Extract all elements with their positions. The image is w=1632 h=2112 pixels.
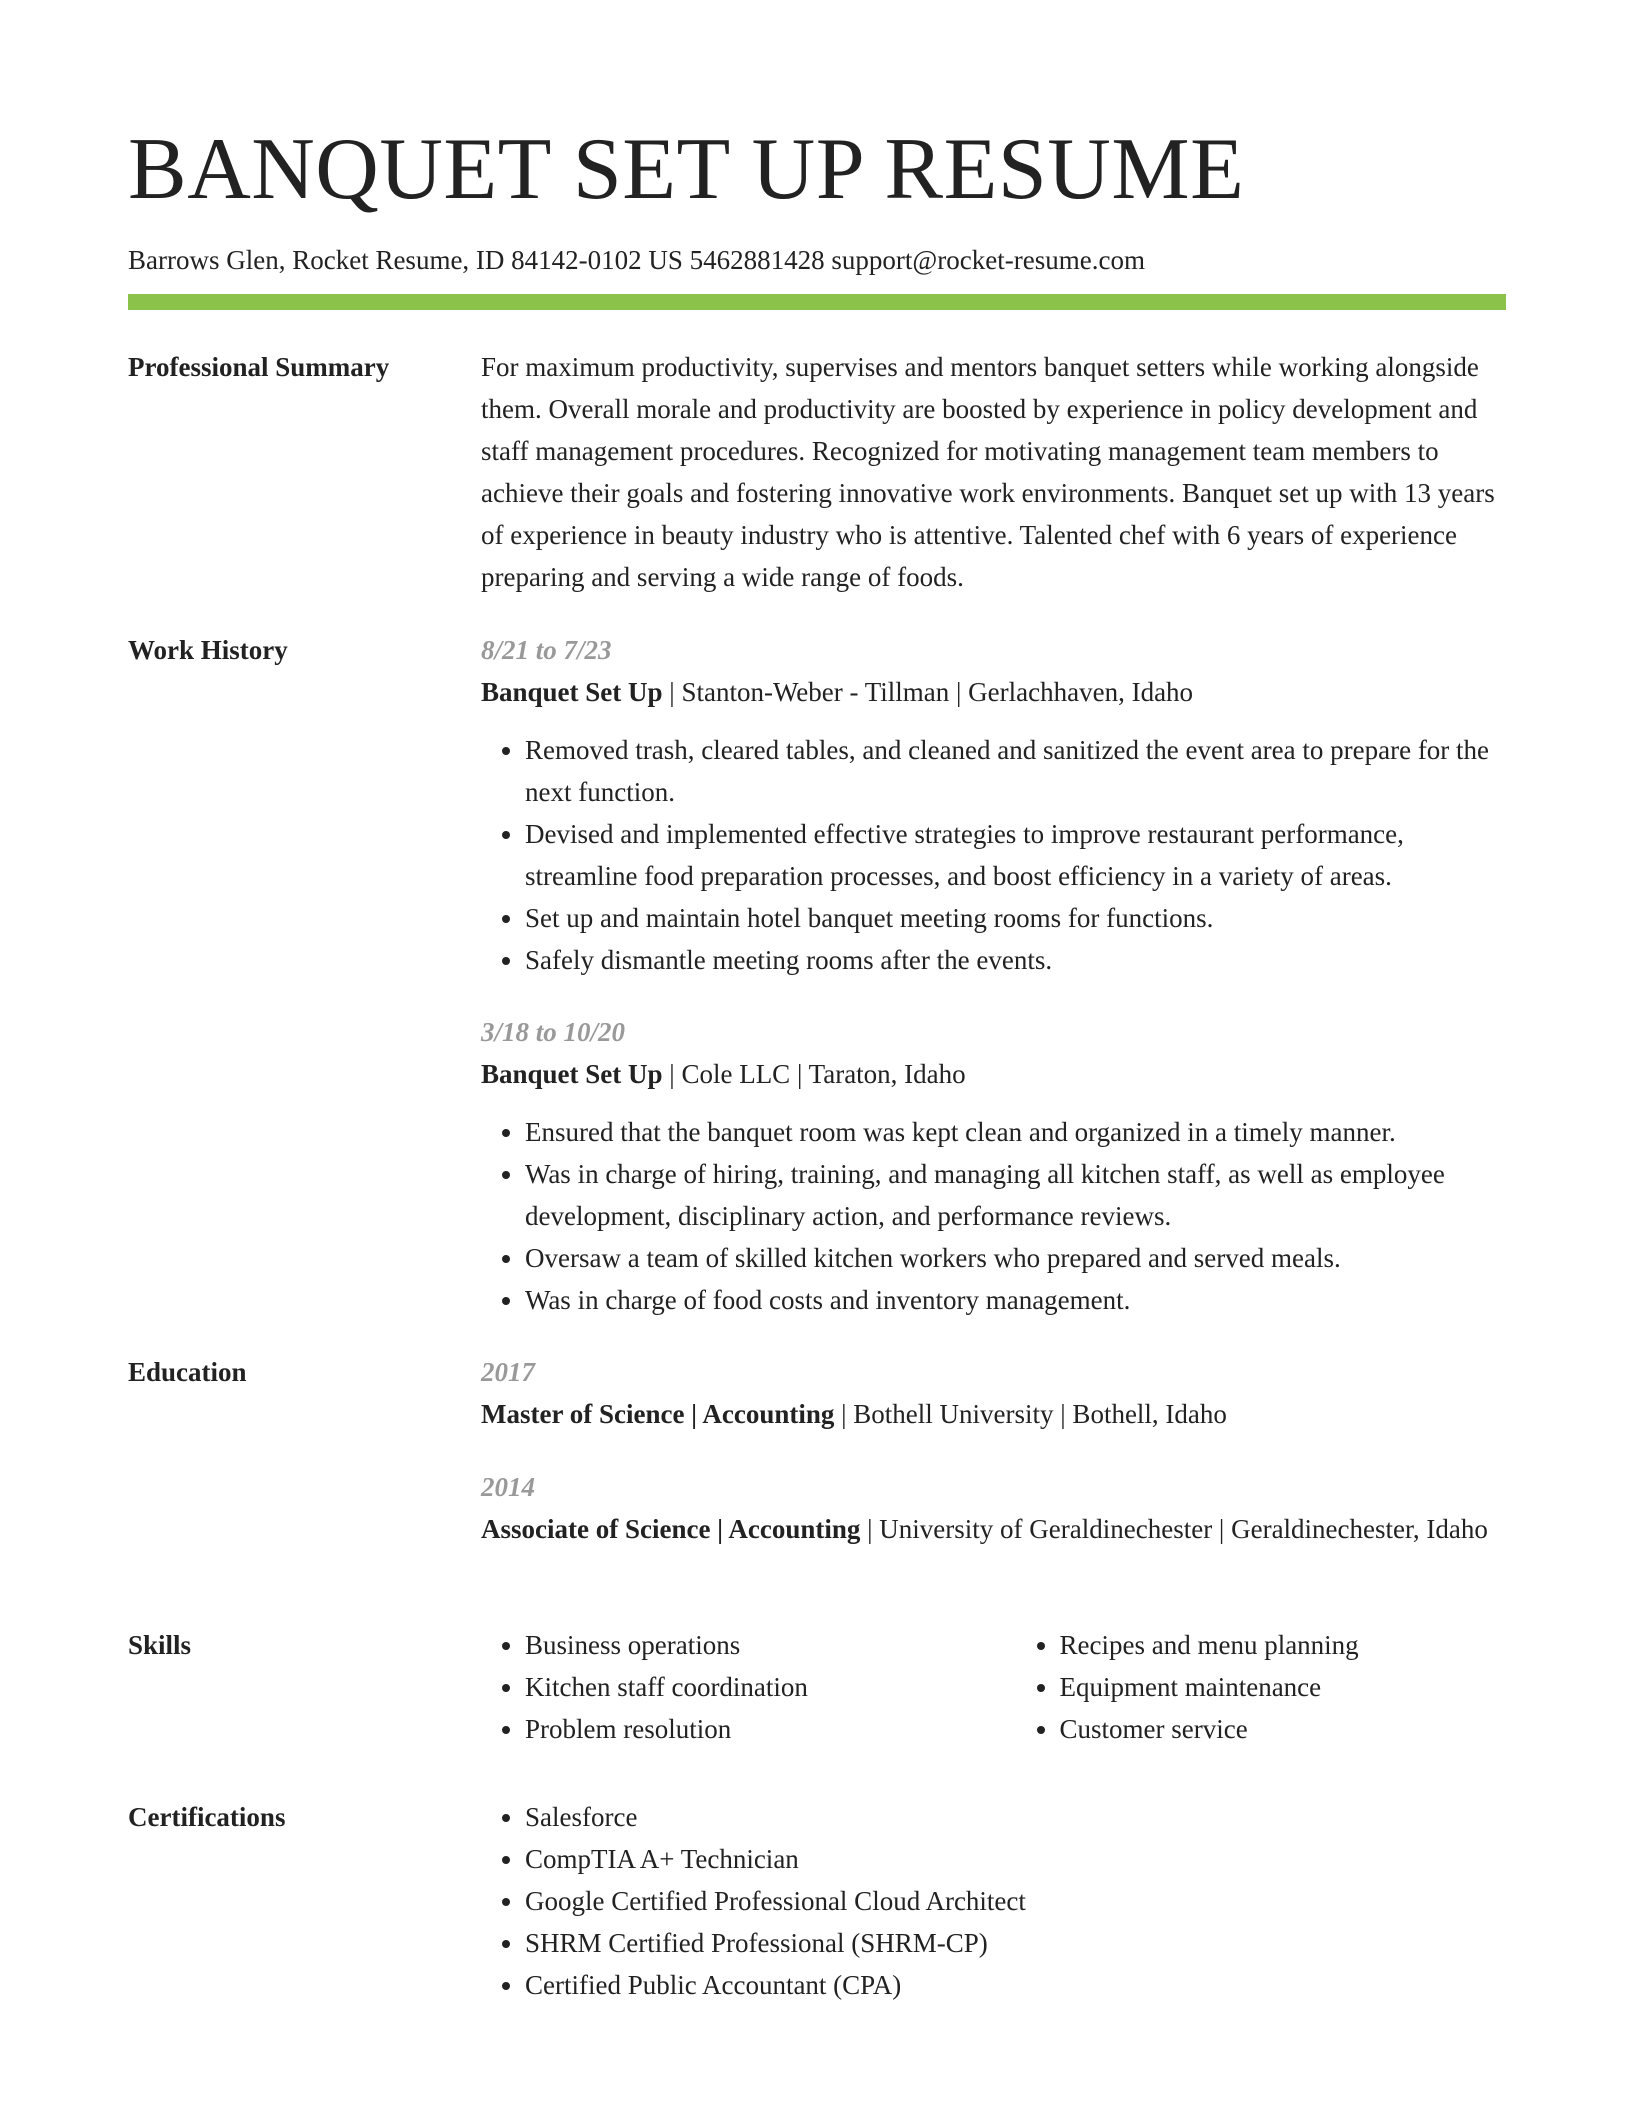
job-bullet: • Ensured that the banquet room was kept clean and organized in a timely manner. (525, 1111, 1506, 1153)
certifications-body (481, 1796, 1506, 2006)
certification-item: • Certified Public Accountant (CPA) (525, 1964, 1506, 2006)
summary-text: For maximum productivity, supervises and mentors banquet setters while working alongside them. Overall morale and productivity are boosted by experience in policy development and staff management procedures. Recognized for motivating management team members to achieve their goals and fostering innovative work environments. Banquet set up with 13 years of experience in beauty industry who is attentive. Talented chef with 6 years of experience preparing and serving a wide range of foods. (481, 352, 1495, 592)
summary-label: Professional Summary (128, 352, 390, 382)
job-heading (481, 671, 1506, 713)
education-year: 2014 (481, 1472, 535, 1502)
job-entry (481, 629, 1506, 981)
job-bullets (481, 729, 1506, 981)
education-details: | Bothell University | Bothell, Idaho (834, 1399, 1227, 1429)
skills-label: Skills (128, 1630, 192, 1660)
certifications-list (481, 1796, 1506, 2006)
skills-grid (481, 1624, 1506, 1750)
education-heading (481, 1393, 1506, 1435)
job-bullets (481, 1111, 1506, 1321)
education-heading (481, 1508, 1506, 1550)
job-heading (481, 1053, 1506, 1095)
skill-item: • Problem resolution (525, 1708, 972, 1750)
skill-item: • Kitchen staff coordination (525, 1666, 972, 1708)
education-details: | University of Geraldinechester | Geraldinechester, Idaho (860, 1514, 1488, 1544)
education-entry (481, 1466, 1506, 1550)
work-history-label: Work History (128, 635, 288, 665)
certification-item: • Salesforce (525, 1796, 1506, 1838)
resume-page (128, 0, 1506, 310)
job-title: Banquet Set Up (481, 677, 663, 707)
job-bullet: • Removed trash, cleared tables, and cleaned and sanitized the event area to prepare for the next function. (525, 729, 1506, 813)
certification-item: • SHRM Certified Professional (SHRM-CP) (525, 1922, 1506, 1964)
job-bullet: • Was in charge of hiring, training, and managing all kitchen staff, as well as employee development, disciplinary action, and performance reviews. (525, 1153, 1506, 1237)
certification-item: • Google Certified Professional Cloud Architect (525, 1880, 1506, 1922)
work-history-body (481, 629, 1506, 1321)
resume-title: BANQUET SET UP RESUME (128, 121, 1245, 218)
job-bullet: • Oversaw a team of skilled kitchen workers who prepared and served meals. (525, 1237, 1506, 1279)
skills-column-left (481, 1624, 972, 1750)
job-dates: 3/18 to 10/20 (481, 1017, 626, 1047)
education-body (481, 1351, 1506, 1550)
job-dates: 8/21 to 7/23 (481, 635, 612, 665)
job-bullet: • Safely dismantle meeting rooms after the events. (525, 939, 1506, 981)
job-details: | Stanton-Weber - Tillman | Gerlachhaven, Idaho (662, 677, 1194, 707)
job-entry (481, 1011, 1506, 1321)
skills-body (481, 1624, 1506, 1750)
education-degree: Associate of Science | Accounting (481, 1514, 861, 1544)
job-details: | Cole LLC | Taraton, Idaho (662, 1059, 966, 1089)
job-bullet: • Set up and maintain hotel banquet meeting rooms for functions. (525, 897, 1506, 939)
skill-item: • Recipes and menu planning (1060, 1624, 1507, 1666)
education-degree: Master of Science | Accounting (481, 1399, 835, 1429)
job-title: Banquet Set Up (481, 1059, 663, 1089)
skill-item: • Equipment maintenance (1060, 1666, 1507, 1708)
job-bullet: • Devised and implemented effective strategies to improve restaurant performance, streamline food preparation processes, and boost efficiency in a variety of areas. (525, 813, 1506, 897)
education-label: Education (128, 1357, 247, 1387)
skill-item: • Customer service (1060, 1708, 1507, 1750)
accent-divider (128, 294, 1506, 310)
contact-line: Barrows Glen, Rocket Resume, ID 84142-0102 US 5462881428 support@rocket-resume.com (128, 245, 1145, 275)
skill-item: • Business operations (525, 1624, 972, 1666)
skills-column-right (1016, 1624, 1507, 1750)
education-entry (481, 1351, 1506, 1435)
certifications-label: Certifications (128, 1802, 286, 1832)
job-bullet: • Was in charge of food costs and inventory management. (525, 1279, 1506, 1321)
summary-body (481, 346, 1506, 598)
education-year: 2017 (481, 1357, 535, 1387)
certification-item: • CompTIA A+ Technician (525, 1838, 1506, 1880)
